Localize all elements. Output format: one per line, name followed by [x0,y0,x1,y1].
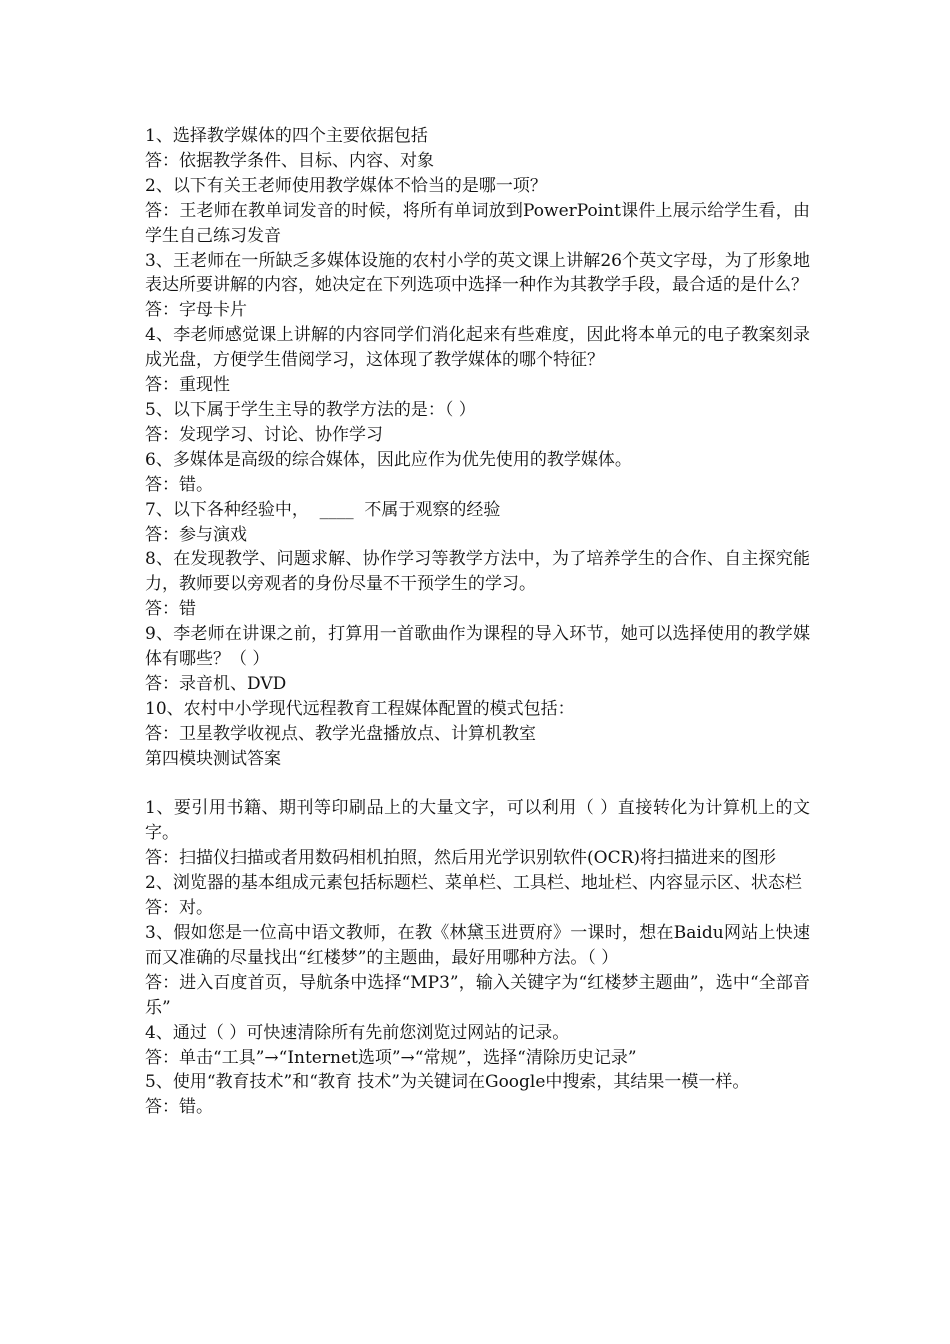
question-block [145,796,810,871]
question-block [145,1021,810,1071]
question-block [145,871,810,921]
question-text: 10、农村中小学现代远程教育工程媒体配置的模式包括： [145,698,575,719]
question-text: 1、选择教学媒体的四个主要依据包括 [145,126,428,146]
answer-text: 答：重现性 [145,375,230,396]
answer-text: 答：卫星教学收视点、教学光盘播放点、计算机教室 [145,723,536,744]
answer-text: 答：依据教学条件、目标、内容、对象 [145,150,434,171]
question-block [145,124,810,174]
answer-text: 答：错 [145,599,196,620]
question-text: 1、要引用书籍、期刊等印刷品上的大量文字，可以利用（ ）直接转化为计算机上的文字。 [145,798,810,844]
document-body [145,124,810,1120]
answer-text: 答：发现学习、讨论、协作学习 [145,424,383,445]
question-text: 4、通过（ ）可快速清除所有先前您浏览过网站的记录。 [145,1022,570,1043]
question-block [145,622,810,697]
question-text: 2、浏览器的基本组成元素包括标题栏、菜单栏、工具栏、地址栏、内容显示区、状态栏 [145,873,802,894]
question-block [145,697,810,747]
section-heading: 第四模块测试答案 [145,748,281,769]
question-text: 9、李老师在讲课之前，打算用一首歌曲作为课程的导入环节，她可以选择使用的教学媒体有哪些？（ ） [145,624,810,670]
answer-text: 答：错。 [145,474,213,495]
question-text: 5、使用“教育技术”和“教育 技术”为关键词在Google中搜索，其结果一模一样。 [145,1072,750,1093]
question-text: 3、假如您是一位高中语文教师，在教《林黛玉进贾府》一课时，想在Baidu网站上快速而又准确的尽量找出“红楼梦”的主题曲，最好用哪种方法。（ ） [145,922,810,968]
question-block [145,323,810,398]
question-block [145,1070,810,1120]
question-text: 6、多媒体是高级的综合媒体，因此应作为优先使用的教学媒体。 [145,449,632,470]
answer-text: 答：录音机、DVD [145,673,287,694]
answer-text: 答：王老师在教单词发音的时候，将所有单词放到PowerPoint课件上展示给学生看，由学生自己练习发音 [145,200,810,246]
question-block [145,398,810,448]
answer-text: 答：进入百度首页，导航条中选择“MP3”，输入关键字为“红楼梦主题曲”，选中“全部音乐” [145,972,810,1018]
question-text: 2、以下有关王老师使用教学媒体不恰当的是哪一项？ [145,175,547,196]
answer-text: 答：参与演戏 [145,524,247,545]
question-block [145,547,810,622]
question-block [145,498,810,548]
question-block [145,174,810,249]
answer-text: 答：扫描仪扫描或者用数码相机拍照，然后用光学识别软件(OCR)将扫描进来的图形 [145,848,777,869]
answer-text: 答：对。 [145,898,213,919]
answer-text: 答：单击“工具”→“Internet选项”→“常规”，选择“清除历史记录” [145,1047,637,1068]
blank-line [145,772,810,797]
question-text: 3、王老师在一所缺乏多媒体设施的农村小学的英文课上讲解26个英文字母，为了形象地表达所要讲解的内容，她决定在下列选项中选择一种作为其教学手段，最合适的是什么？ [145,250,810,296]
question-text: 4、李老师感觉课上讲解的内容同学们消化起来有些难度，因此将本单元的电子教案刻录成光盘，方便学生借阅学习，这体现了教学媒体的哪个特征？ [145,325,810,371]
question-text: 5、以下属于学生主导的教学方法的是：（ ） [145,399,476,420]
answer-text: 答：错。 [145,1097,213,1118]
question-block [145,249,810,324]
question-block [145,448,810,498]
question-text: 8、在发现教学、问题求解、协作学习等教学方法中，为了培养学生的合作、自主探究能力，教师要以旁观者的身份尽量不干预学生的学习。 [145,549,810,595]
question-text: 7、以下各种经验中， ____ 不属于观察的经验 [145,499,501,520]
answer-text: 答：字母卡片 [145,300,247,321]
question-block [145,921,810,1021]
